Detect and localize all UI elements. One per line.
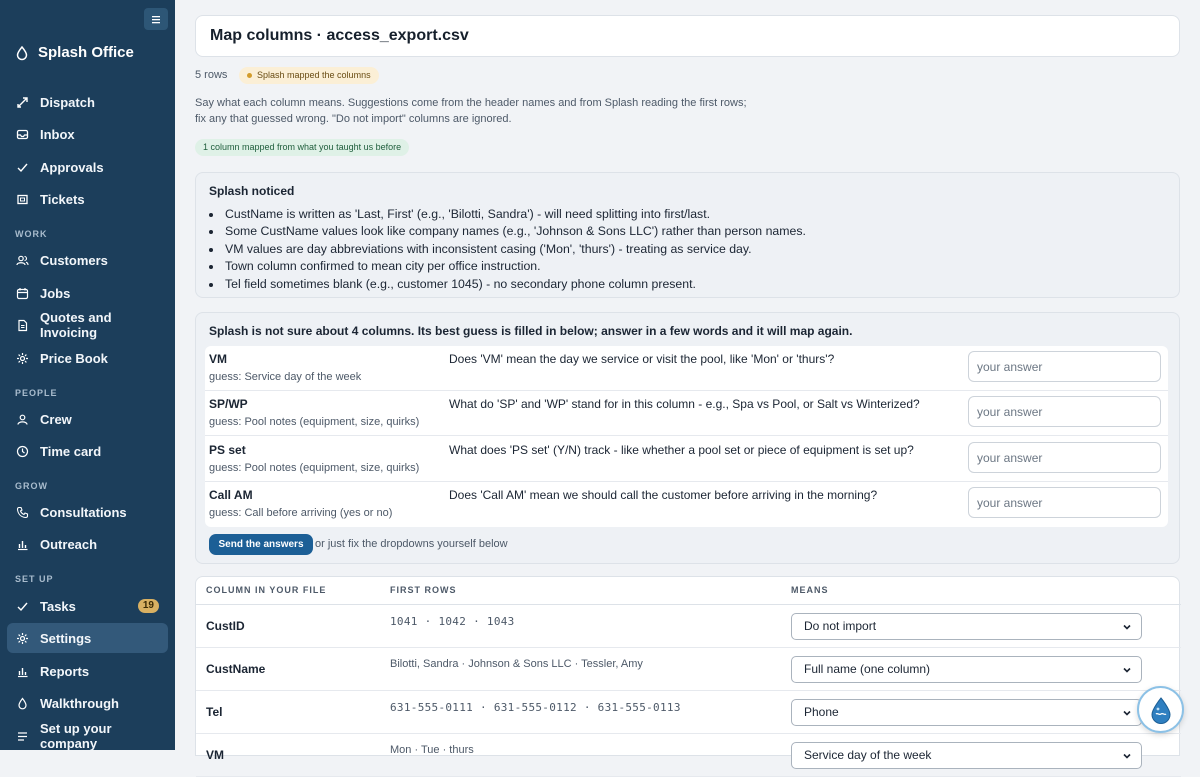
sidebar-item-label: Time card [40, 443, 102, 459]
collapse-sidebar-button[interactable] [144, 8, 168, 30]
sidebar-item-label: Jobs [40, 285, 71, 301]
sidebar-item-approvals[interactable] [7, 152, 168, 182]
clock-icon [16, 445, 29, 458]
user-icon [16, 413, 29, 426]
rows-count: 5 rows [195, 69, 228, 81]
chevron-down-icon [1122, 665, 1132, 675]
sidebar-item-inbox[interactable] [7, 119, 168, 149]
sidebar-item-crew[interactable] [7, 404, 168, 434]
sidebar-item-label: Quotes and Invoicing [40, 310, 112, 340]
sidebar [0, 0, 175, 750]
file-column-name: Tel [206, 705, 223, 719]
check-icon [16, 600, 29, 613]
question-row-ps-set [205, 437, 1168, 482]
app-name: Splash Office [38, 44, 134, 61]
header-first-rows: FIRST ROWS [390, 585, 457, 595]
notice-list [223, 206, 806, 293]
sidebar-item-outreach[interactable] [7, 529, 168, 559]
menu-icon [151, 15, 161, 24]
brand[interactable] [16, 44, 134, 61]
question-guess: guess: Service day of the week [209, 371, 362, 383]
means-select[interactable] [791, 699, 1142, 726]
sidebar-item-label: Dispatch [40, 94, 95, 110]
help-assistant-button[interactable] [1137, 686, 1184, 733]
sidebar-item-reports[interactable] [7, 656, 168, 686]
question-guess: guess: Pool notes (equipment, size, quirks) [209, 416, 420, 428]
sidebar-item-label: Reports [40, 663, 90, 679]
notice-item: • VM values are day abbreviations with inconsistent casing ('Mon', 'thurs') - treating as service day. [223, 241, 806, 258]
sidebar-item-label: Tasks [40, 598, 76, 614]
chevron-down-icon [1122, 622, 1132, 632]
water-drop-icon [1148, 696, 1174, 724]
sidebar-item-walkthrough[interactable] [7, 688, 168, 718]
sidebar-item-customers[interactable] [7, 245, 168, 275]
document-icon [16, 319, 29, 332]
sidebar-item-tasks[interactable] [7, 591, 168, 621]
question-text: Does 'Call AM' mean we should call the customer before arriving in the morning? [449, 488, 878, 502]
sidebar-section-people: PEOPLE [15, 388, 58, 398]
questions-title: Splash is not sure about 4 columns. Its best guess is filled in below; answer in a few words and it will map again. [209, 324, 853, 338]
means-select-value: Phone [804, 705, 839, 719]
bar-chart-icon [16, 665, 29, 678]
send-hint: or just fix the dropdowns yourself below [315, 538, 508, 550]
sidebar-item-label: Settings [40, 630, 92, 646]
sidebar-section-work: WORK [15, 229, 48, 239]
file-column-name: CustID [206, 619, 245, 633]
means-select-value: Full name (one column) [804, 662, 931, 676]
first-rows-values: Mon · Tue · thurs [390, 744, 474, 756]
sidebar-item-settings[interactable] [7, 623, 168, 653]
learned-mapping-badge: 1 column mapped from what you taught us before [195, 139, 409, 156]
mapped-status-badge: Splash mapped the columns [239, 67, 379, 84]
phone-icon [16, 506, 29, 519]
means-select[interactable] [791, 742, 1142, 769]
splash-noticed-panel [195, 172, 1180, 298]
ticket-icon [16, 193, 29, 206]
means-select-value: Do not import [804, 619, 877, 633]
table-row [196, 691, 1181, 734]
answer-input-sp-wp[interactable] [968, 396, 1161, 427]
sidebar-item-label: Outreach [40, 536, 98, 552]
sidebar-item-label: Tickets [40, 191, 85, 207]
sidebar-item-label: Set up your company [40, 721, 112, 751]
notice-item: • Some CustName values look like company names (e.g., 'Johnson & Sons LLC') rather than person names. [223, 223, 806, 240]
page-header [195, 15, 1180, 57]
column-mapping-table [195, 576, 1180, 762]
question-column-name: VM [209, 352, 227, 366]
gear-icon [16, 632, 29, 645]
table-row [196, 605, 1181, 648]
check-icon [16, 161, 29, 174]
notice-item: • Town column confirmed to mean city per office instruction. [223, 258, 806, 275]
notice-item: • Tel field sometimes blank (e.g., customer 1045) - no secondary phone column present. [223, 276, 806, 293]
question-guess: guess: Pool notes (equipment, size, quirks) [209, 462, 420, 474]
question-list [205, 346, 1168, 527]
chevron-down-icon [1122, 751, 1132, 761]
sidebar-item-label: Customers [40, 252, 108, 268]
table-row [196, 648, 1181, 691]
sidebar-section-grow: GROW [15, 481, 48, 491]
question-column-name: SP/WP [209, 397, 248, 411]
sidebar-item-jobs[interactable] [7, 278, 168, 308]
notice-item: • CustName is written as 'Last, First' (e.g., 'Bilotti, Sandra') - will need splitting into first/last. [223, 206, 806, 223]
question-text: What does 'PS set' (Y/N) track - like whether a pool set or piece of equipment is set up? [449, 443, 914, 457]
sidebar-item-tickets[interactable] [7, 184, 168, 214]
answer-input-call-am[interactable] [968, 487, 1161, 518]
sidebar-item-quotes-and-invoicing[interactable] [7, 310, 168, 340]
question-row-vm [205, 346, 1168, 391]
drop-icon [16, 697, 29, 710]
answer-input-ps-set[interactable] [968, 442, 1161, 473]
bar-chart-icon [16, 538, 29, 551]
sidebar-item-label: Consultations [40, 504, 127, 520]
dispatch-icon [16, 96, 29, 109]
sidebar-section-set-up: SET UP [15, 574, 54, 584]
page-title: Map columns · access_export.csv [210, 27, 469, 44]
question-row-sp-wp [205, 391, 1168, 436]
first-rows-values: 631-555-0111 · 631-555-0112 · 631-555-0113 [390, 701, 681, 714]
sidebar-item-label: Inbox [40, 126, 75, 142]
tasks-count-badge: 19 [138, 599, 159, 613]
first-rows-values: Bilotti, Sandra · Johnson & Sons LLC · Tessler, Amy [390, 658, 643, 670]
header-means: MEANS [791, 585, 829, 595]
sidebar-item-time-card[interactable] [7, 436, 168, 466]
list-icon [16, 730, 29, 743]
users-icon [16, 254, 29, 267]
means-select[interactable] [791, 613, 1142, 640]
inbox-icon [16, 128, 29, 141]
answer-input-vm[interactable] [968, 351, 1161, 382]
chevron-down-icon [1122, 708, 1132, 718]
means-select-value: Service day of the week [804, 748, 932, 762]
file-column-name: VM [206, 748, 224, 762]
question-column-name: PS set [209, 443, 246, 457]
sidebar-item-label: Crew [40, 411, 72, 427]
question-text: What do 'SP' and 'WP' stand for in this column - e.g., Spa vs Pool, or Salt vs Winterized? [449, 397, 920, 411]
question-row-call-am [205, 482, 1168, 527]
table-row [196, 734, 1181, 777]
sidebar-item-label: Approvals [40, 159, 104, 175]
question-column-name: Call AM [209, 488, 253, 502]
send-answers-button[interactable]: Send the answers [209, 534, 313, 555]
file-column-name: CustName [206, 662, 266, 676]
sidebar-item-set-up-your-company[interactable] [7, 721, 168, 751]
means-select[interactable] [791, 656, 1142, 683]
sidebar-item-consultations[interactable] [7, 497, 168, 527]
first-rows-values: 1041 · 1042 · 1043 [390, 615, 515, 628]
gear-icon [16, 352, 29, 365]
question-text: Does 'VM' mean the day we service or visit the pool, like 'Mon' or 'thurs'? [449, 352, 835, 366]
drop-logo-icon [16, 46, 28, 60]
calendar-icon [16, 287, 29, 300]
page-description: Say what each column means. Suggestions come from the header names and from Splash reading the first rows; fix any that guessed wrong. "Do not import" columns are ignored. [195, 97, 747, 125]
sidebar-item-dispatch[interactable] [7, 87, 168, 117]
notice-title: Splash noticed [209, 184, 295, 198]
header-column-in-file: COLUMN IN YOUR FILE [206, 585, 327, 595]
sidebar-item-label: Price Book [40, 350, 108, 366]
sidebar-item-price-book[interactable] [7, 343, 168, 373]
question-guess: guess: Call before arriving (yes or no) [209, 507, 393, 519]
sidebar-item-label: Walkthrough [40, 695, 119, 711]
clarifying-questions-panel [195, 312, 1180, 564]
